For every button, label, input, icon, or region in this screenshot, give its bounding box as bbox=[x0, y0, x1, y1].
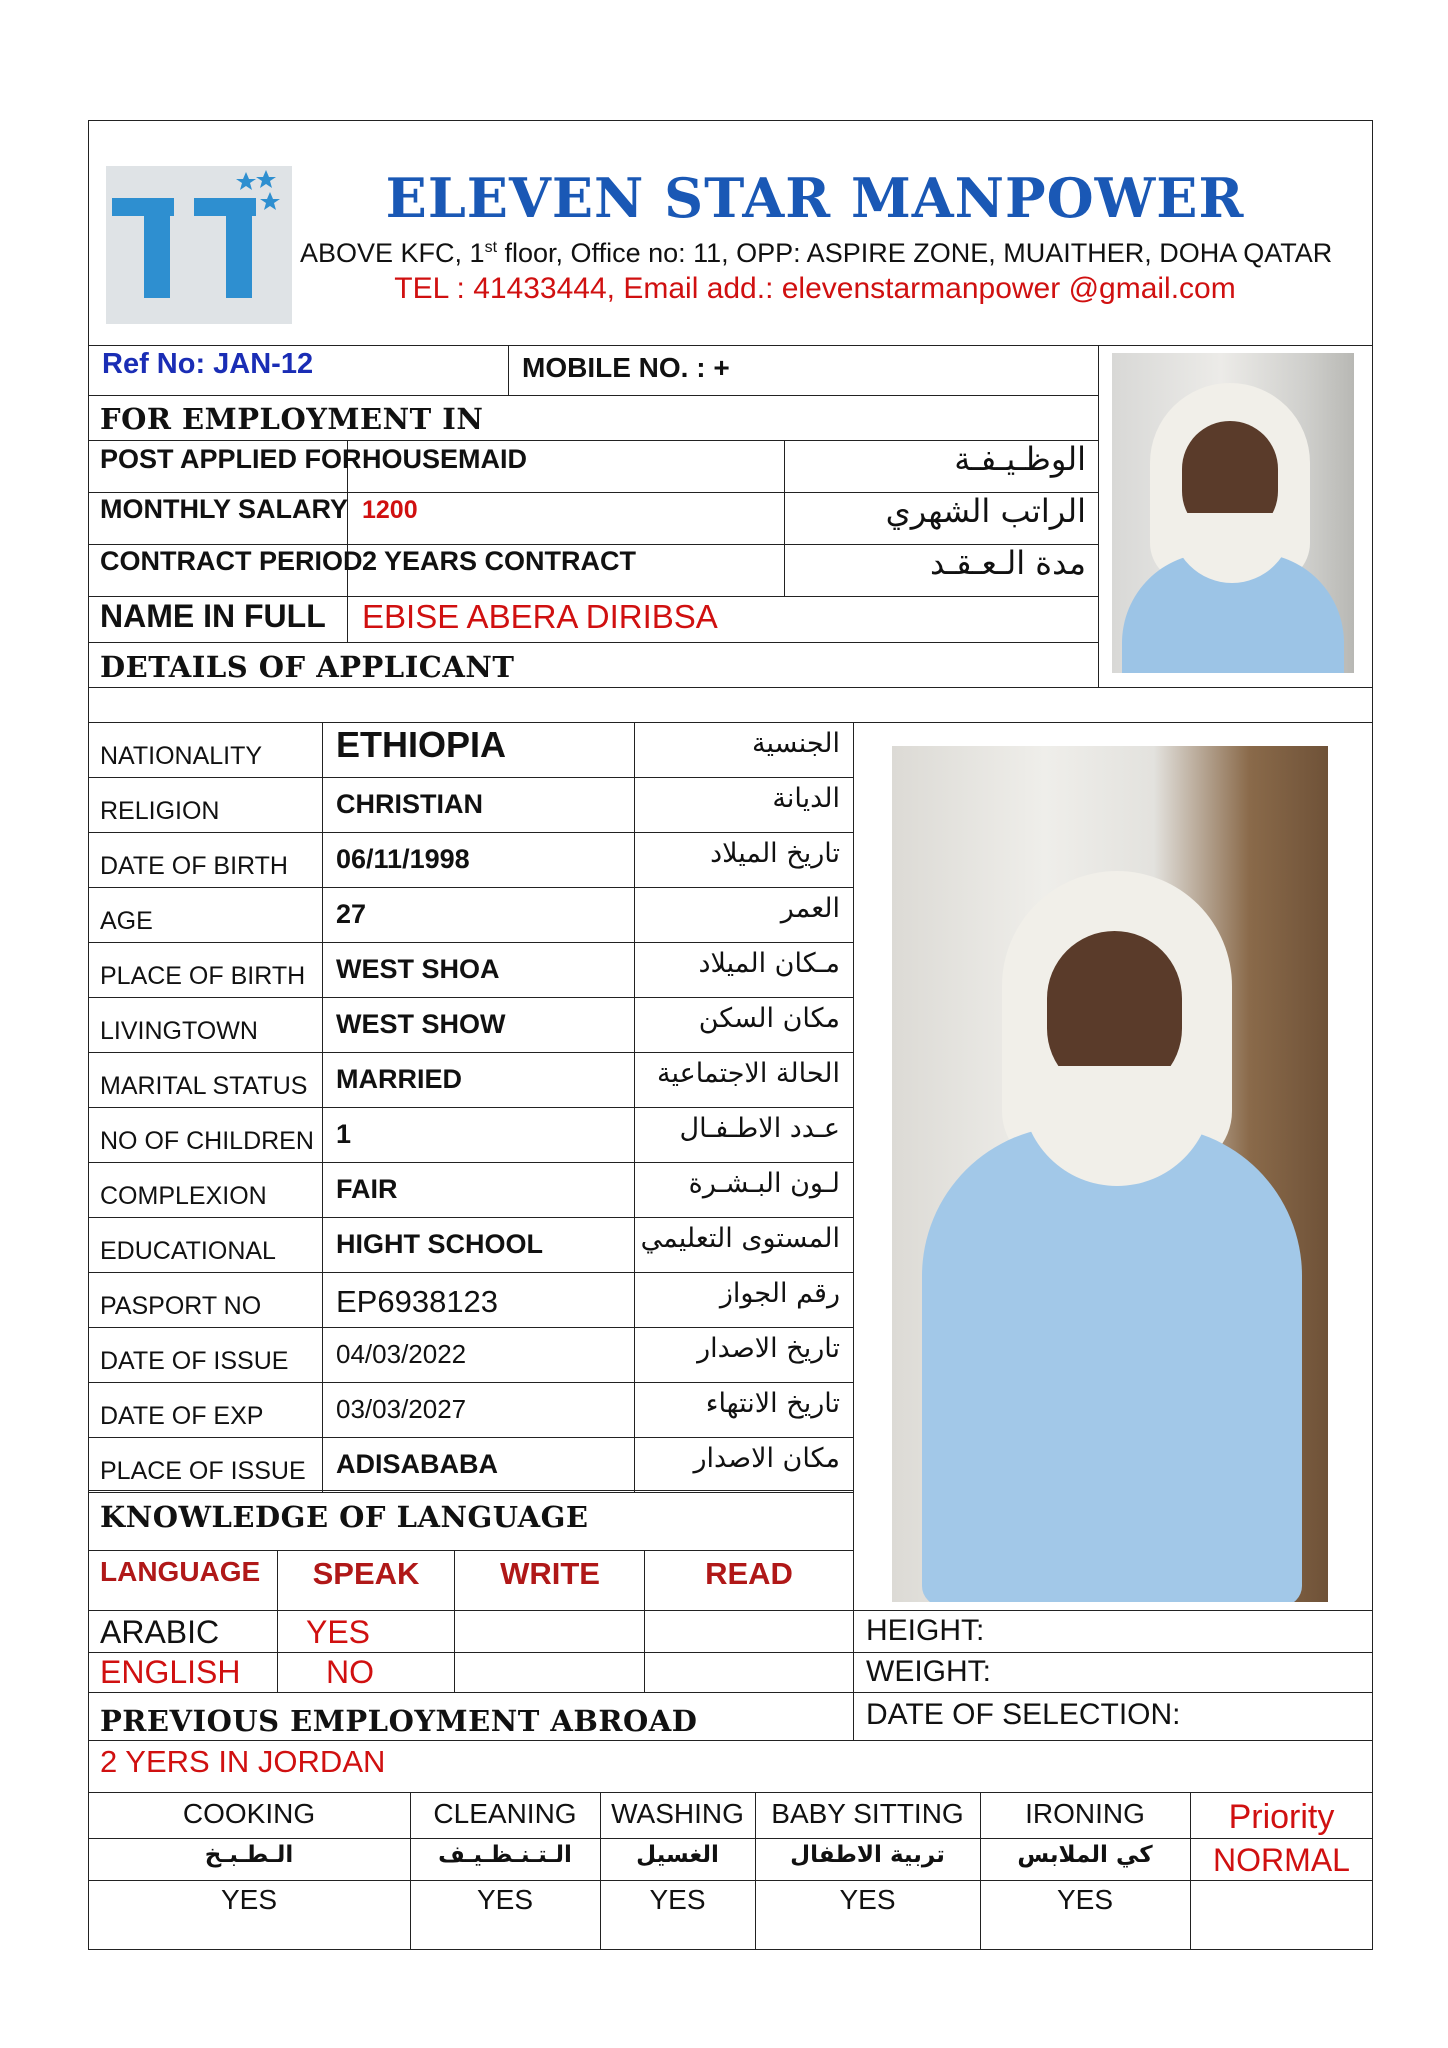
selection-date-field: DATE OF SELECTION: bbox=[866, 1698, 1181, 1731]
skill-name: WASHING bbox=[611, 1798, 744, 1829]
skill-arabic: الغسيل bbox=[636, 1842, 719, 1868]
skill-name: IRONING bbox=[1025, 1798, 1145, 1829]
language-header-write: WRITE bbox=[500, 1556, 600, 1591]
detail-label: EDUCATIONAL bbox=[100, 1237, 276, 1265]
skill-arabic: كي الملابس bbox=[1017, 1842, 1153, 1868]
skill-value: YES bbox=[220, 1884, 278, 1915]
skill-value: YES bbox=[1056, 1884, 1114, 1915]
monthly-salary-value: 1200 bbox=[362, 496, 418, 524]
language-header-speak: SPEAK bbox=[312, 1556, 420, 1591]
language-arabic-speak: YES bbox=[305, 1614, 371, 1650]
contract-period-arabic: مدة الـعـقـد bbox=[929, 544, 1086, 582]
detail-label: MARITAL STATUS bbox=[100, 1072, 308, 1100]
detail-value: CHRISTIAN bbox=[336, 789, 483, 819]
detail-value: 27 bbox=[336, 899, 367, 929]
language-english-speak: NO bbox=[326, 1654, 374, 1690]
detail-value: ADISABABA bbox=[336, 1449, 498, 1479]
height-field: HEIGHT: bbox=[866, 1614, 985, 1647]
detail-label: DATE OF ISSUE bbox=[100, 1347, 289, 1375]
detail-value: HIGHT SCHOOL bbox=[336, 1229, 543, 1259]
monthly-salary-arabic: الراتب الشهري bbox=[885, 492, 1086, 530]
detail-label: PASPORT NO bbox=[100, 1292, 262, 1320]
detail-value: EP6938123 bbox=[336, 1284, 499, 1319]
detail-arabic: تاريخ الانتهاء bbox=[705, 1388, 840, 1419]
detail-label: AGE bbox=[100, 907, 153, 935]
language-header-read: READ bbox=[705, 1556, 793, 1591]
detail-arabic: مكان السكن bbox=[698, 1003, 840, 1034]
skill-arabic: الـتـنـظـيـف bbox=[438, 1842, 572, 1868]
detail-arabic: الجنسية bbox=[751, 728, 840, 759]
skill-arabic: تربية الاطفال bbox=[790, 1842, 945, 1868]
detail-value: WEST SHOW bbox=[336, 1009, 506, 1039]
detail-value: 04/03/2022 bbox=[336, 1339, 467, 1369]
skill-name: COOKING bbox=[182, 1798, 316, 1829]
full-name-label: NAME IN FULL bbox=[100, 598, 326, 634]
detail-label: DATE OF BIRTH bbox=[100, 852, 288, 880]
detail-label: PLACE OF BIRTH bbox=[100, 962, 306, 990]
detail-value: 06/11/1998 bbox=[336, 844, 470, 874]
section-details: DETAILS OF APPLICANT bbox=[100, 650, 515, 684]
detail-value: MARRIED bbox=[336, 1064, 462, 1094]
detail-arabic: المستوى التعليمي bbox=[640, 1223, 840, 1254]
detail-arabic: مكان الاصدار bbox=[693, 1443, 840, 1474]
monthly-salary-label: MONTHLY SALARY bbox=[100, 494, 349, 524]
detail-value: FAIR bbox=[336, 1174, 398, 1204]
detail-arabic: عـدد الاطـفـال bbox=[679, 1113, 840, 1144]
company-address: ABOVE KFC, 1st floor, Office no: 11, OPP: ASPIRE ZONE, MUAITHER, DOHA QATAR bbox=[300, 238, 1333, 268]
section-previous-employment: PREVIOUS EMPLOYMENT ABROAD bbox=[100, 1704, 698, 1738]
company-logo bbox=[106, 166, 292, 324]
previous-employment-value: 2 YERS IN JORDAN bbox=[100, 1744, 386, 1779]
language-arabic: ARABIC bbox=[100, 1614, 220, 1650]
detail-label: NATIONALITY bbox=[100, 742, 263, 770]
language-header-language: LANGUAGE bbox=[100, 1556, 261, 1587]
company-name: ELEVEN STAR MANPOWER bbox=[385, 166, 1245, 230]
language-english: ENGLISH bbox=[100, 1654, 241, 1690]
detail-label: NO OF CHILDREN bbox=[100, 1127, 314, 1155]
contract-period-label: CONTRACT PERIOD bbox=[100, 546, 363, 576]
contract-period-value: 2 YEARS CONTRACT bbox=[362, 546, 637, 576]
full-name-value: EBISE ABERA DIRIBSA bbox=[362, 598, 718, 635]
company-contact: TEL : 41433444, Email add.: elevenstarmanpower @gmail.com bbox=[394, 272, 1236, 305]
detail-value: WEST SHOA bbox=[336, 954, 500, 984]
section-language: KNOWLEDGE OF LANGUAGE bbox=[100, 1500, 589, 1534]
skill-arabic: الـطـبـخ bbox=[204, 1842, 294, 1868]
applicant-photo-small bbox=[1112, 353, 1354, 673]
detail-label: RELIGION bbox=[100, 797, 220, 825]
detail-arabic: الديانة bbox=[772, 783, 840, 814]
ref-number: Ref No: JAN-12 bbox=[102, 348, 314, 380]
detail-value: ETHIOPIA bbox=[336, 724, 507, 765]
priority-label: Priority bbox=[1228, 1798, 1335, 1836]
post-applied-label: POST APPLIED FOR bbox=[100, 444, 362, 474]
post-applied-arabic: الوظـيـفـة bbox=[954, 440, 1086, 478]
detail-arabic: مـكان الميلاد bbox=[698, 948, 840, 979]
skill-name: BABY SITTING bbox=[771, 1798, 964, 1829]
detail-label: PLACE OF ISSUE bbox=[100, 1457, 306, 1485]
detail-value: 1 bbox=[336, 1119, 352, 1149]
skill-name: CLEANING bbox=[433, 1798, 577, 1829]
detail-label: LIVINGTOWN bbox=[100, 1017, 258, 1045]
detail-arabic: الحالة الاجتماعية bbox=[657, 1058, 840, 1089]
skill-value: YES bbox=[649, 1884, 706, 1915]
logo-graphic bbox=[106, 166, 292, 324]
detail-value: 03/03/2027 bbox=[336, 1394, 467, 1424]
detail-arabic: العمر bbox=[780, 893, 840, 924]
section-employment: FOR EMPLOYMENT IN bbox=[100, 402, 484, 436]
skill-value: YES bbox=[476, 1884, 534, 1915]
weight-field: WEIGHT: bbox=[866, 1655, 991, 1688]
mobile-number: MOBILE NO. : + bbox=[522, 352, 730, 383]
detail-label: DATE OF EXP bbox=[100, 1402, 264, 1430]
detail-label: COMPLEXION bbox=[100, 1182, 267, 1210]
skill-value: YES bbox=[839, 1884, 896, 1915]
post-applied-value: HOUSEMAID bbox=[362, 444, 528, 474]
detail-arabic: لـون البـشـرة bbox=[688, 1168, 840, 1199]
detail-arabic: تاريخ الاصدار bbox=[697, 1333, 840, 1364]
applicant-photo-large bbox=[892, 746, 1328, 1602]
priority-value: NORMAL bbox=[1213, 1842, 1350, 1878]
detail-arabic: تاريخ الميلاد bbox=[710, 838, 840, 869]
detail-arabic: رقم الجواز bbox=[719, 1278, 840, 1309]
